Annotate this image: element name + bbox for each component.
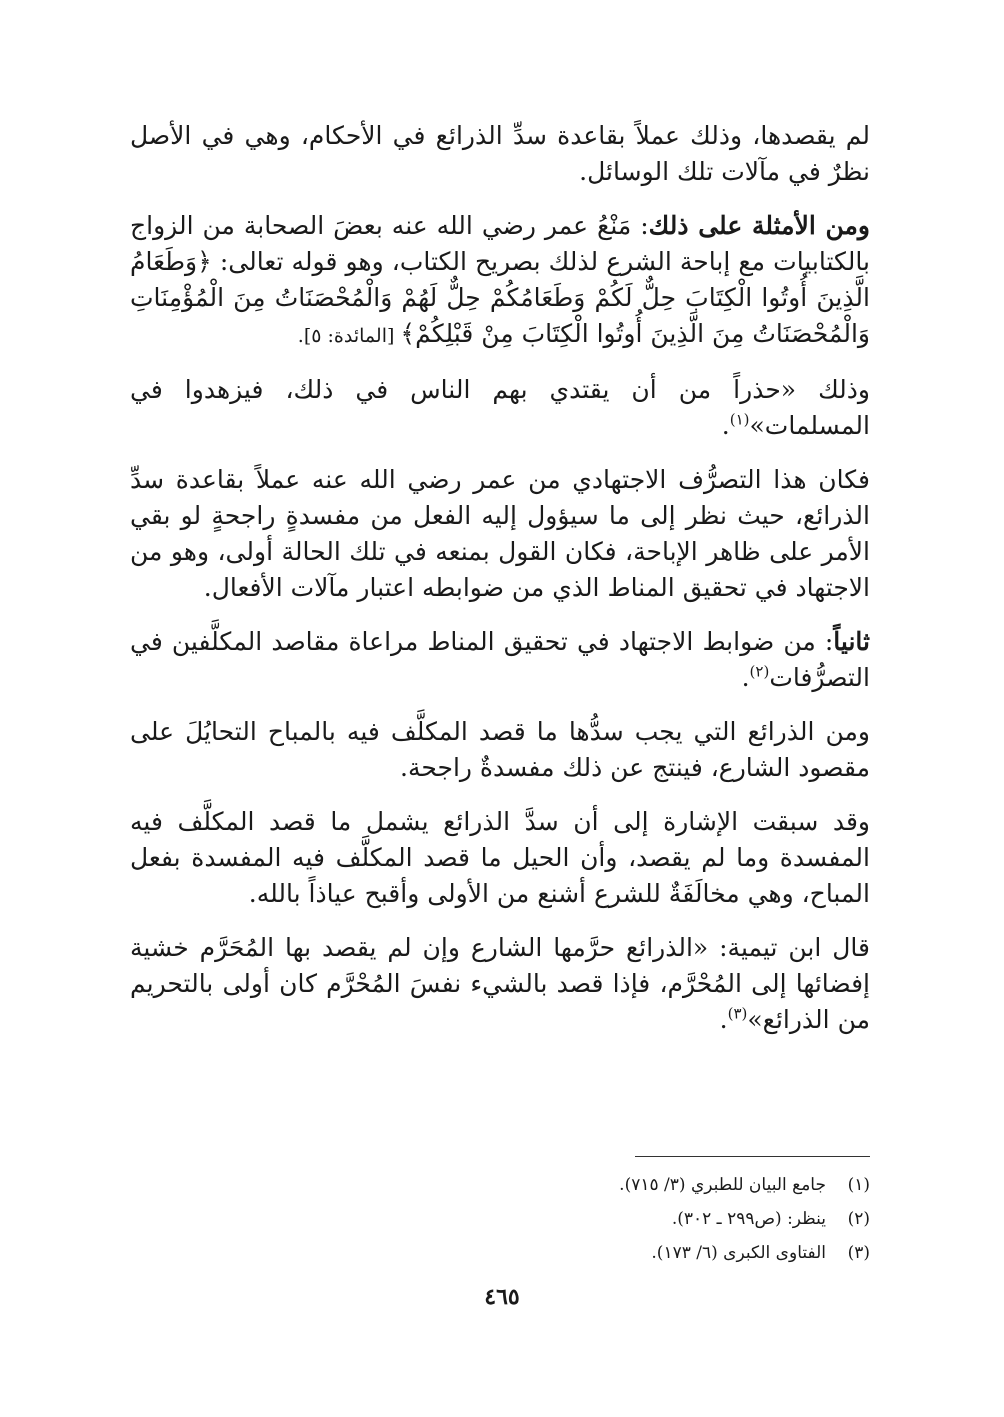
paragraph-2-ref: [المائدة: ٥]. bbox=[297, 325, 401, 347]
paragraph-4-text: فكان هذا التصرُّف الاجتهادي من عمر رضي الله عنه عملاً بقاعدة سدِّ الذرائع، حيث نظر إلى ما سيؤول إليه الفعل من مفسدةٍ راجحةٍ لو بقي الأمر على ظاهر الإباحة، فكان القول بمنعه في تلك الحالة أولى، وهو من الاجتهاد في تحقيق المناط الذي من ضوابطه اعتبار مآلات الأفعال. bbox=[130, 465, 870, 602]
footnote-2-number: (٢) bbox=[847, 1209, 870, 1229]
footnotes bbox=[270, 1168, 870, 1270]
footnote-marker-2[interactable]: (٢) bbox=[749, 662, 770, 681]
paragraph-6 bbox=[130, 714, 870, 786]
footnote-3-number: (٣) bbox=[847, 1243, 870, 1263]
paragraph-1 bbox=[130, 118, 870, 190]
paragraph-5-text: : من ضوابط الاجتهاد في تحقيق المناط مراعاة مقاصد المكلَّفين في التصرُّفات bbox=[130, 627, 870, 692]
footnote-2 bbox=[270, 1202, 870, 1236]
footnote-1-text: جامع البيان للطبري (٣/ ٧١٥). bbox=[619, 1175, 826, 1195]
paragraph-3-tail: . bbox=[721, 411, 730, 440]
paragraph-5 bbox=[130, 624, 870, 696]
paragraph-8 bbox=[130, 930, 870, 1038]
footnote-3-text: الفتاوى الكبرى (٦/ ١٧٣). bbox=[651, 1243, 826, 1263]
paragraph-3 bbox=[130, 372, 870, 444]
footnote-divider bbox=[635, 1156, 870, 1157]
paragraph-2-lead: ومن الأمثلة على ذلك bbox=[648, 211, 870, 240]
paragraph-2 bbox=[130, 208, 870, 354]
paragraph-7 bbox=[130, 804, 870, 912]
page-number: ٤٦٥ bbox=[484, 1284, 520, 1310]
paragraph-6-text: ومن الذرائع التي يجب سدُّها ما قصد المكلَّف فيه بالمباح التحايُلَ على مقصود الشارع، فينتج عن ذلك مفسدةٌ راجحة. bbox=[130, 717, 870, 782]
page-body bbox=[130, 118, 870, 1056]
footnote-1-number: (١) bbox=[847, 1175, 870, 1195]
paragraph-2-text: : مَنْعُ عمر رضي الله عنه بعضَ الصحابة من الزواج بالكتابيات مع إباحة الشرع لذلك بصريح الكتاب، وهو قوله تعالى: ﴿وَطَعَامُ الَّذِينَ أُوتُوا الْكِتَابَ حِلٌّ لَكُمْ وَطَعَامُكُمْ حِلٌّ لَهُمْ وَالْمُحْصَنَاتُ مِنَ الْمُؤْمِنَاتِ وَالْمُحْصَنَاتُ مِنَ الَّذِينَ أُوتُوا الْكِتَابَ مِنْ قَبْلِكُمْ﴾ bbox=[130, 211, 870, 348]
paragraph-1-text: لم يقصدها، وذلك عملاً بقاعدة سدِّ الذرائع في الأحكام، وهي في الأصل نظرٌ في مآلات تلك الوسائل. bbox=[130, 121, 870, 186]
paragraph-5-lead: ثانياً bbox=[833, 627, 870, 656]
paragraph-3-text: وذلك «حذراً من أن يقتدي بهم الناس في ذلك، فيزهدوا في المسلمات» bbox=[130, 375, 870, 440]
paragraph-8-tail: . bbox=[719, 1005, 728, 1034]
paragraph-8-text: قال ابن تيمية: «الذرائع حرَّمها الشارع وإن لم يقصد بها المُحَرَّم خشية إفضائها إلى المُحْرَّم، فإذا قصد بالشيء نفسَ المُحْرَّم كان أولى بالتحريم من الذرائع» bbox=[130, 933, 870, 1034]
footnote-2-text: ينظر: (ص٢٩٩ ـ ٣٠٢). bbox=[671, 1209, 826, 1229]
paragraph-5-tail: . bbox=[741, 663, 750, 692]
paragraph-4 bbox=[130, 462, 870, 606]
footnote-1 bbox=[270, 1168, 870, 1202]
footnote-3 bbox=[270, 1236, 870, 1270]
footnote-marker-1[interactable]: (١) bbox=[729, 410, 750, 429]
footnote-marker-3[interactable]: (٣) bbox=[727, 1004, 748, 1023]
paragraph-7-text: وقد سبقت الإشارة إلى أن سدَّ الذرائع يشمل ما قصد المكلَّف فيه المفسدة وما لم يقصد، وأن الحيل ما قصد المكلَّف فيه المفسدة بفعل المباح، وهي مخالَفَةٌ للشرع أشنع من الأولى وأقبح عياذاً بالله. bbox=[130, 807, 870, 908]
